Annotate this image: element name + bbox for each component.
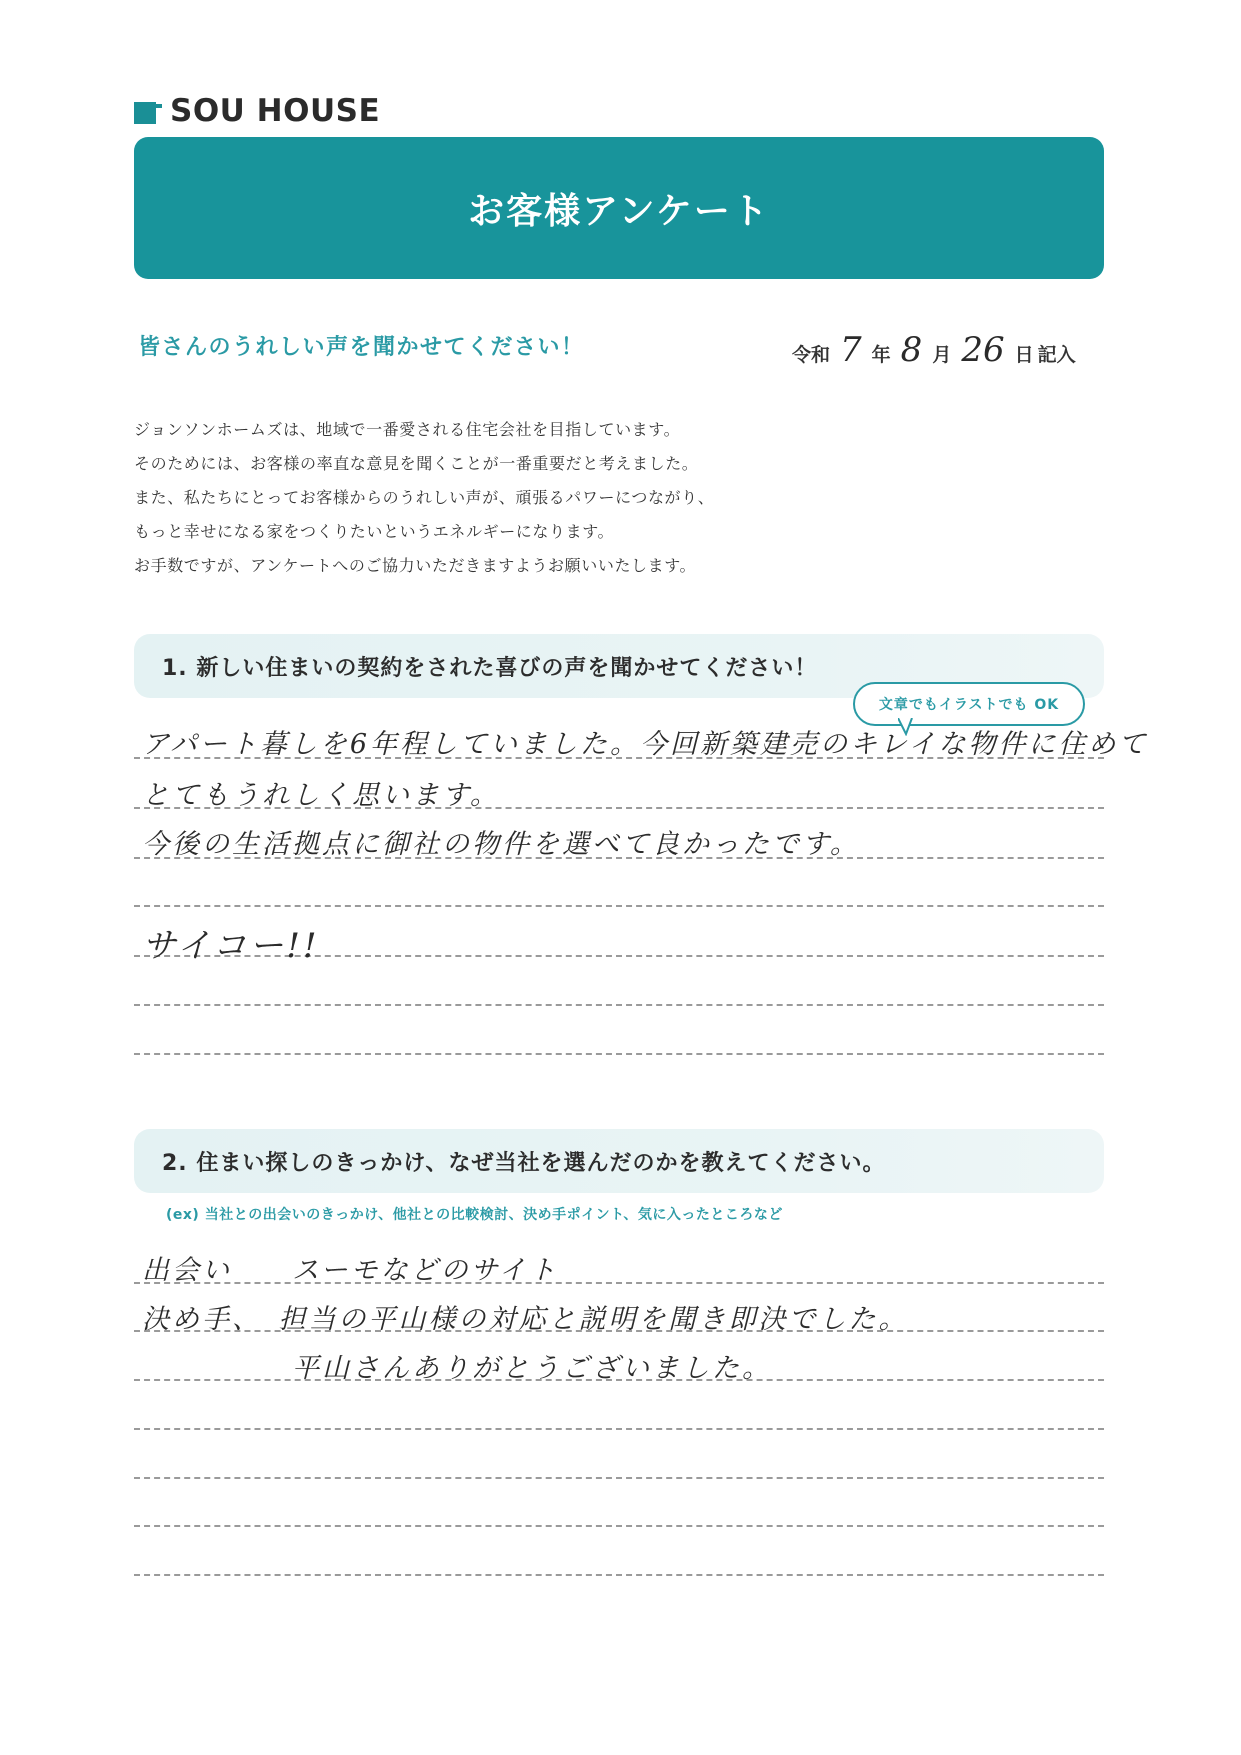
answer-line [134, 1428, 1104, 1430]
lead-text: 皆さんのうれしい声を聞かせてください！ [138, 335, 585, 360]
date-era: 令和 [792, 344, 831, 366]
answer-line [134, 1004, 1104, 1006]
question-2-title: 2. 住まい探しのきっかけ、なぜ当社を選んだのかを教えてください。 [162, 1150, 886, 1176]
q1-answer-line: アパート暮しを6年程していました。今回新築建売のキレイな物件に住めて [142, 729, 1149, 760]
date-year: 7 [840, 330, 862, 370]
intro-line: また、私たちにとってお客様からのうれしい声が、頑張るパワーにつながり、 [134, 488, 715, 507]
date-line [792, 330, 1076, 370]
speech-bubble [853, 682, 1085, 726]
date-year-unit: 年 [871, 344, 891, 366]
question-1-title: 1. 新しい住まいの契約をされた喜びの声を聞かせてください！ [162, 655, 818, 681]
date-day: 26 [961, 330, 1005, 370]
q1-answer-line: サイコー!! [142, 926, 320, 966]
answer-line [134, 1477, 1104, 1479]
speech-bubble-text: 文章でもイラストでも OK [878, 697, 1060, 713]
intro-paragraph [134, 413, 714, 583]
q1-answer-line: 今後の生活拠点に御社の物件を選べて良かったです。 [142, 829, 860, 860]
q2-answer-line: 平山さんありがとうございました。 [142, 1353, 772, 1384]
answer-line [134, 1574, 1104, 1576]
date-day-unit: 日 [1014, 344, 1034, 366]
date-month: 8 [900, 330, 923, 370]
intro-line: お手数ですが、アンケートへのご協力いただきますようお願いいたします。 [134, 556, 697, 575]
q1-answer-line: とてもうれしく思います。 [142, 780, 500, 811]
page-title: お客様アンケート [468, 190, 770, 232]
brand-logo [134, 93, 380, 129]
question-2-header [134, 1129, 1104, 1193]
q2-answer-line: 出会い スーモなどのサイト [142, 1255, 559, 1286]
brand-mark-icon [134, 98, 160, 124]
answer-line [134, 1053, 1104, 1055]
q2-answer-line: 決め手、 担当の平山様の対応と説明を聞き即決でした。 [142, 1304, 909, 1335]
answer-line [134, 1525, 1104, 1527]
answer-line [134, 905, 1104, 907]
intro-line: そのためには、お客様の率直な意見を聞くことが一番重要だと考えました。 [134, 454, 699, 473]
intro-line: ジョンソンホームズは、地域で一番愛される住宅会社を目指しています。 [134, 420, 681, 439]
date-suffix: 記入 [1037, 344, 1076, 366]
title-banner [134, 137, 1104, 279]
brand-name: SOU HOUSE [170, 93, 381, 129]
intro-line: もっと幸せになる家をつくりたいというエネルギーになります。 [134, 522, 615, 541]
question-2-hint: (ex) 当社との出会いのきっかけ、他社との比較検討、決め手ポイント、気に入ったところなど [166, 1207, 783, 1223]
date-month-unit: 月 [932, 344, 952, 366]
